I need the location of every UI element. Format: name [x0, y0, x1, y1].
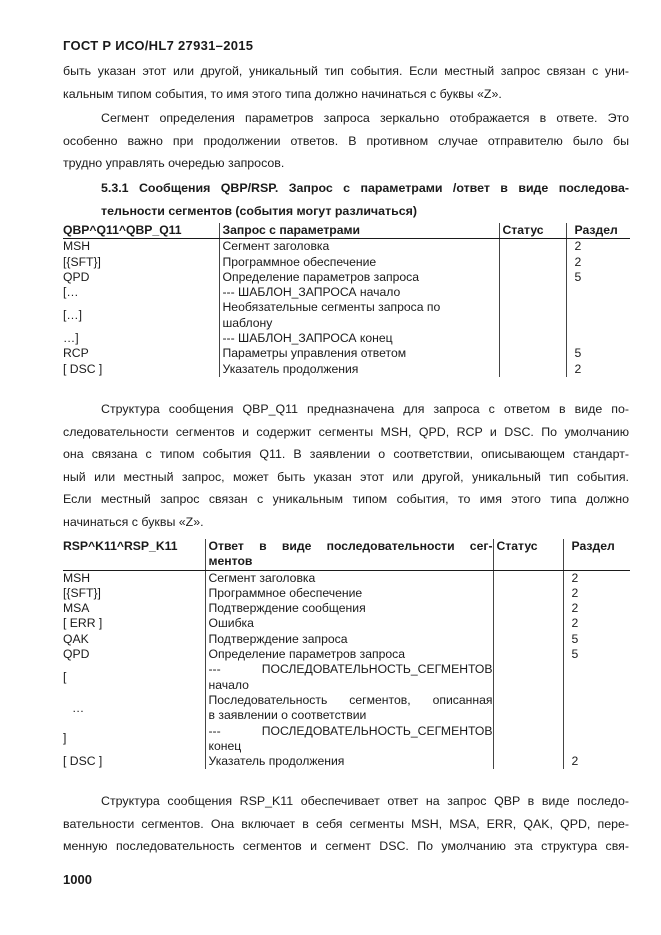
paragraph-4 — [63, 790, 629, 858]
table-row — [63, 601, 630, 616]
cell-description: Указатель продолжения — [205, 754, 493, 769]
cell-line: начало — [208, 677, 249, 692]
text-line: тельности сегментов (события могут различаться) — [101, 203, 417, 218]
cell-section: 2 — [563, 754, 630, 769]
col-header-description: Запрос с параметрами — [219, 223, 499, 239]
paragraph-3 — [63, 398, 629, 534]
col-header-message: RSP^K11^RSP_K11 — [63, 539, 205, 570]
cell-section — [566, 285, 630, 300]
cell-segment: …] — [63, 331, 79, 346]
table-row — [63, 662, 630, 693]
cell-line: в заявлении о соответствии — [208, 708, 367, 723]
cell-section: 5 — [563, 632, 630, 647]
cell-description: Подтверждение запроса — [205, 632, 493, 647]
cell-description: Параметры управления ответом — [219, 346, 499, 361]
cell-segment: [ DSC ] — [63, 754, 103, 769]
cell-section: 5 — [563, 647, 630, 662]
col-header-section: Раздел — [563, 539, 630, 570]
cell-status — [493, 616, 563, 631]
cell-status — [493, 754, 563, 769]
table-row — [63, 285, 630, 300]
cell-segment: [ — [63, 670, 67, 685]
col-header-status: Статус — [493, 539, 563, 570]
cell-segment: MSH — [63, 570, 91, 585]
cell-status — [493, 693, 563, 724]
text-line: трудно управлять очередью запросов. — [63, 156, 285, 171]
cell-segment: QPD — [63, 647, 90, 662]
cell-segment: QAK — [63, 631, 89, 646]
cell-status — [499, 270, 566, 285]
text-line: особенно важно при продолжении ответов. В противном случае отправителю было бы — [63, 133, 629, 148]
col-header-section: Раздел — [566, 223, 630, 239]
cell-description: Необязательные сегменты запроса по шаблону — [219, 300, 499, 331]
table-row — [63, 616, 630, 631]
cell-section: 5 — [566, 346, 630, 361]
cell-status — [499, 255, 566, 270]
cell-description: Ошибка — [205, 616, 493, 631]
table-row — [63, 586, 630, 601]
text-line: Структура сообщения RSP_K11 обеспечивает ответ на запрос QBP в виде последо- — [101, 794, 629, 808]
text-line: следовательности сегментов и содержит сегменты MSH, QPD, RCP и DSC. По умолчанию — [63, 424, 629, 439]
cell-section: 2 — [566, 255, 630, 270]
paragraph-2 — [63, 107, 629, 175]
table-row — [63, 300, 630, 331]
table-row — [63, 724, 630, 755]
cell-segment: […] — [63, 308, 82, 323]
cell-segment: MSH — [63, 239, 91, 254]
cell-segment: [{SFT}] — [63, 254, 101, 269]
cell-status — [499, 285, 566, 300]
table-row — [63, 693, 630, 724]
cell-status — [499, 346, 566, 361]
page-number: 1000 — [63, 872, 92, 887]
message-table-rsp — [63, 539, 630, 769]
cell-status — [493, 601, 563, 616]
message-table-qbp — [63, 223, 630, 377]
cell-description: Программное обеспечение — [219, 255, 499, 270]
cell-section: 2 — [563, 601, 630, 616]
text-line: Сегмент определения параметров запроса зеркально отображается в ответе. Это — [101, 111, 629, 125]
cell-segment: [ ERR ] — [63, 616, 103, 631]
text-line: быть указан этот или другой, уникальный тип события. Если местный запрос связан с уни- — [63, 64, 629, 78]
cell-status — [493, 632, 563, 647]
table-row — [63, 270, 630, 285]
text-line: ный или местный запрос, может быть указан этот или другой, уникальный тип события. — [63, 469, 629, 484]
table-row — [63, 255, 630, 270]
cell-section — [563, 693, 630, 724]
cell-status — [499, 331, 566, 346]
table-header-row — [63, 539, 630, 570]
table-row — [63, 346, 630, 361]
cell-section — [566, 331, 630, 346]
table-header-row — [63, 223, 630, 239]
text-line: менную последовательность сегментов и сегмент DSC. По умолчанию эта структура свя- — [63, 839, 629, 854]
cell-section: 5 — [566, 270, 630, 285]
cell-description: Определение параметров запроса — [219, 270, 499, 285]
table-row — [63, 647, 630, 662]
cell-description: --- ШАБЛОН_ЗАПРОСА конец — [219, 331, 499, 346]
cell-segment: [{SFT}] — [63, 585, 101, 600]
header-line: ментов — [208, 554, 253, 569]
table-row — [63, 331, 630, 346]
cell-status — [493, 570, 563, 586]
cell-status — [499, 362, 566, 377]
text-line: она связана с типом события Q11. В заявлении о соответствии, описывающем стандарт- — [63, 447, 629, 462]
cell-status — [493, 662, 563, 693]
table-row — [63, 754, 630, 769]
cell-line: --- ПОСЛЕДОВАТЕЛЬНОСТЬ_СЕГМЕНТОВ — [208, 723, 493, 738]
cell-segment: [ DSC ] — [63, 361, 103, 376]
cell-description: Указатель продолжения — [219, 362, 499, 377]
table-row — [63, 239, 630, 255]
cell-description: --- ШАБЛОН_ЗАПРОСА начало — [219, 285, 499, 300]
cell-segment: [… — [63, 285, 79, 300]
paragraph-1 — [63, 60, 629, 105]
col-header-message: QBP^Q11^QBP_Q11 — [63, 223, 219, 239]
cell-line: --- ПОСЛЕДОВАТЕЛЬНОСТЬ_СЕГМЕНТОВ — [208, 662, 493, 677]
cell-section: 2 — [563, 570, 630, 586]
cell-segment: RCP — [63, 346, 89, 361]
cell-segment: MSA — [63, 601, 90, 616]
cell-description — [205, 724, 493, 755]
col-header-status: Статус — [499, 223, 566, 239]
cell-section: 2 — [566, 239, 630, 255]
header-line: Ответ в виде последовательности сег- — [208, 539, 493, 553]
cell-segment: QPD — [63, 269, 90, 284]
cell-line: Последовательность сегментов, описанная — [208, 692, 493, 707]
text-line: вательности сегментов. Она включает в себя сегменты MSH, MSA, ERR, QAK, QPD, пере- — [63, 816, 629, 831]
text-line: кальным типом события, то имя этого типа должно начинаться с буквы «Z». — [63, 86, 502, 101]
text-line: 5.3.1 Сообщения QBP/RSP. Запрос с параметрами /ответ в виде последова- — [101, 181, 629, 195]
section-heading — [63, 177, 629, 222]
cell-section — [563, 724, 630, 755]
cell-segment: … — [72, 700, 85, 715]
table-row — [63, 570, 630, 586]
table-row — [63, 632, 630, 647]
cell-section: 2 — [563, 616, 630, 631]
cell-description: Сегмент заголовка — [219, 239, 499, 255]
document-header: ГОСТ Р ИСО/HL7 27931–2015 — [63, 38, 254, 53]
cell-description: Программное обеспечение — [205, 586, 493, 601]
cell-description: Сегмент заголовка — [205, 570, 493, 586]
cell-description: Подтверждение сообщения — [205, 601, 493, 616]
cell-line: конец — [208, 738, 242, 753]
cell-section — [566, 300, 630, 331]
col-header-description — [205, 539, 493, 570]
table-row — [63, 362, 630, 377]
cell-description — [205, 662, 493, 693]
cell-status — [493, 647, 563, 662]
text-line: Структура сообщения QBP_Q11 предназначена для запроса с ответом в виде по- — [101, 402, 629, 416]
cell-section: 2 — [566, 362, 630, 377]
cell-status — [493, 724, 563, 755]
text-line: Если местный запрос связан с уникальным типом события, то имя этого типа должно — [63, 492, 629, 507]
cell-status — [493, 586, 563, 601]
cell-status — [499, 300, 566, 331]
cell-description — [205, 693, 493, 724]
cell-section — [563, 662, 630, 693]
text-line: начинаться с буквы «Z». — [63, 514, 204, 529]
cell-segment: ] — [63, 731, 67, 746]
cell-description: Определение параметров запроса — [205, 647, 493, 662]
cell-section: 2 — [563, 586, 630, 601]
cell-status — [499, 239, 566, 255]
